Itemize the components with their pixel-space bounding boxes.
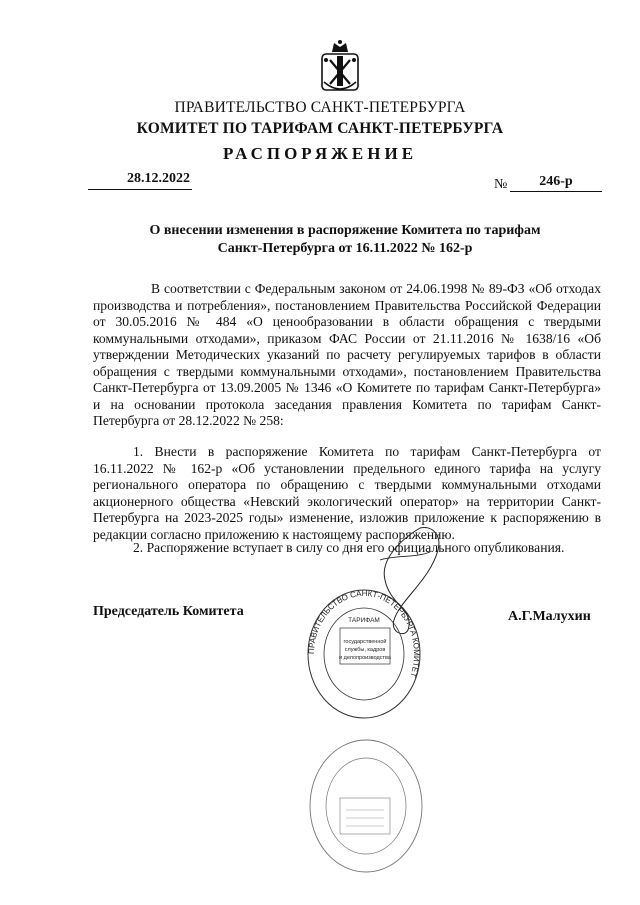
stamp-line-3: и делопроизводства xyxy=(339,655,391,661)
committee-title: КОМИТЕТ ПО ТАРИФАМ САНКТ-ПЕТЕРБУРГА xyxy=(136,120,504,137)
document-number: 246-р xyxy=(539,174,573,189)
subject-line-1: О внесении изменения в распоряжение Комитета по тарифам xyxy=(149,223,541,238)
preamble-paragraph: В соответствии с Федеральным законом от 24.06.1998 № 89-ФЗ «Об отходах производства и потребления», постановлением Правительства Российской Федерации от 30.05.2016 № 484 «О ценообразовании в области обращения с твердыми коммунальными отходами», приказом ФАС России от 21.11.2016 № 1638/16 «Об утверждении Методических указаний по расчету регулируемых тарифов в области обращения с твердыми коммунальными отходами», постановлением Правительства Санкт-Петербурга от 13.09.2005 № 1346 «О Комитете по тарифам Санкт-Петербурга» и на основании протокола заседания правления Комитета по тарифам Санкт-Петербурга от 28.12.2022 № 258: xyxy=(93,281,601,428)
document-type: РАСПОРЯЖЕНИЕ xyxy=(222,144,418,163)
document-date: 28.12.2022 xyxy=(127,171,190,186)
stamp-line-1: государственной xyxy=(343,639,387,645)
number-underline xyxy=(510,191,602,192)
item-2-paragraph: 2. Распоряжение вступает в силу со дня его официального опубликования. xyxy=(133,540,565,555)
number-label: № xyxy=(494,177,508,192)
signer-position: Председатель Комитета xyxy=(93,604,244,619)
official-stamp xyxy=(306,588,422,720)
government-title: ПРАВИТЕЛЬСТВО САНКТ-ПЕТЕРБУРГА xyxy=(174,99,466,116)
signer-name: А.Г.Малухин xyxy=(508,609,591,624)
document-subject xyxy=(100,222,590,258)
stamp-inner-top: ТАРИФАМ xyxy=(348,617,380,624)
stamp-imprint xyxy=(306,736,426,876)
svg-text:ПРАВИТЕЛЬСТВО САНКТ-ПЕТЕРБУРГА xyxy=(307,589,421,679)
subject-line-2: Санкт-Петербурга от 16.11.2022 № 162-р xyxy=(217,241,473,256)
stamp-line-2: службы, кадров xyxy=(344,647,386,653)
date-underline xyxy=(88,189,192,190)
stamp-ring-text: ПРАВИТЕЛЬСТВО САНКТ-ПЕТЕРБУРГА КОМИТЕТ xyxy=(306,588,422,679)
coat-of-arms-icon xyxy=(318,38,362,96)
item-1-paragraph: 1. Внести в распоряжение Комитета по тарифам Санкт-Петербурга от 16.11.2022 № 162-р «Об установлении предельного единого тарифа на услугу регионального оператора по обращению с твердыми коммунальными отходами акционерного общества «Невский экологический оператор» на территории Санкт-Петербурга на 2023-2025 годы» изменение, изложив приложение к распоряжению в редакции согласно приложению к настоящему распоряжению. xyxy=(93,444,601,542)
